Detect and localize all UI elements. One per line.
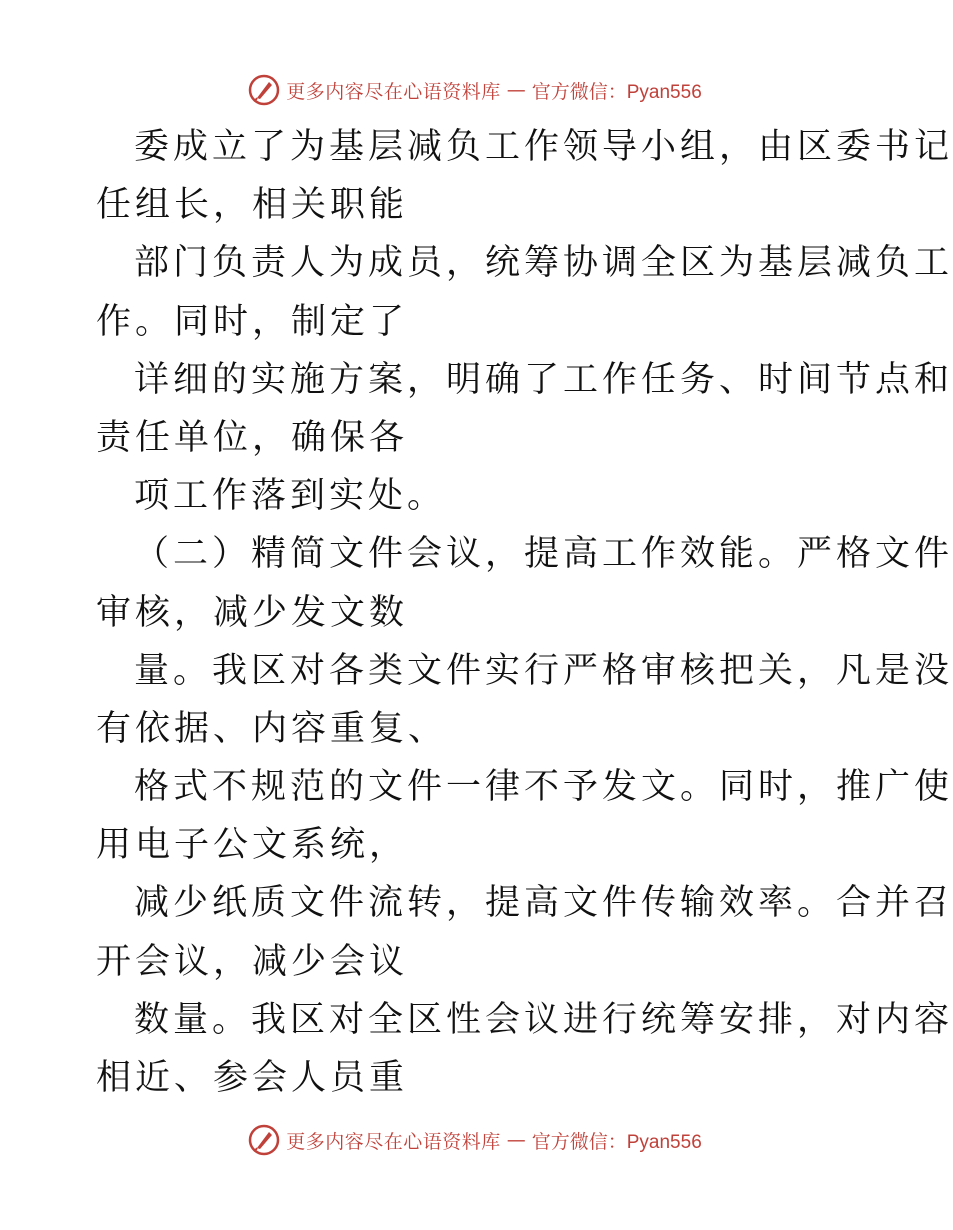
text-line: 相近、参会人员重 xyxy=(96,1058,409,1098)
quill-pen-logo-icon xyxy=(248,74,280,106)
text-line: 责任单位，确保各 xyxy=(96,417,409,458)
text-line: 格式不规范的文件一律不予发文。同时，推广使 xyxy=(134,767,953,808)
watermark-separator: — xyxy=(506,79,526,101)
watermark-text: 更多内容尽在心语资料库 xyxy=(286,80,501,103)
text-line: 作。同时，制定了 xyxy=(96,301,409,342)
text-line: 委成立了为基层减负工作领导小组，由区委书记 xyxy=(134,127,953,167)
quill-pen-logo-icon xyxy=(248,1124,280,1156)
text-line: 部门负责人为成员，统筹协调全区为基层减负工 xyxy=(134,243,953,284)
footer-watermark xyxy=(0,1120,950,1160)
header-watermark xyxy=(0,70,950,110)
text-line: 用电子公文系统， xyxy=(96,825,409,866)
text-line: 减少纸质文件流转，提高文件传输效率。合并召 xyxy=(134,883,953,924)
text-line: 开会议，减少会议 xyxy=(96,941,409,982)
watermark-contact: 官方微信：Pyan556 xyxy=(531,81,702,103)
document-body xyxy=(96,118,953,1107)
text-line: 量。我区对各类文件实行严格审核把关，凡是没 xyxy=(134,650,953,691)
watermark-contact: 官方微信：Pyan556 xyxy=(531,1131,702,1153)
watermark-text: 更多内容尽在心语资料库 xyxy=(286,1130,501,1153)
text-line: 数量。我区对全区性会议进行统筹安排，对内容 xyxy=(134,999,953,1040)
text-line: 项工作落到实处。 xyxy=(134,476,447,517)
text-line: 审核，减少发文数 xyxy=(96,592,409,633)
text-line: 详细的实施方案，明确了工作任务、时间节点和 xyxy=(134,359,953,400)
text-line: （二）精简文件会议，提高工作效能。严格文件 xyxy=(134,534,953,575)
watermark-separator: — xyxy=(506,1129,526,1151)
text-line: 任组长，相关职能 xyxy=(96,185,409,226)
text-line: 有依据、内容重复、 xyxy=(96,708,448,749)
